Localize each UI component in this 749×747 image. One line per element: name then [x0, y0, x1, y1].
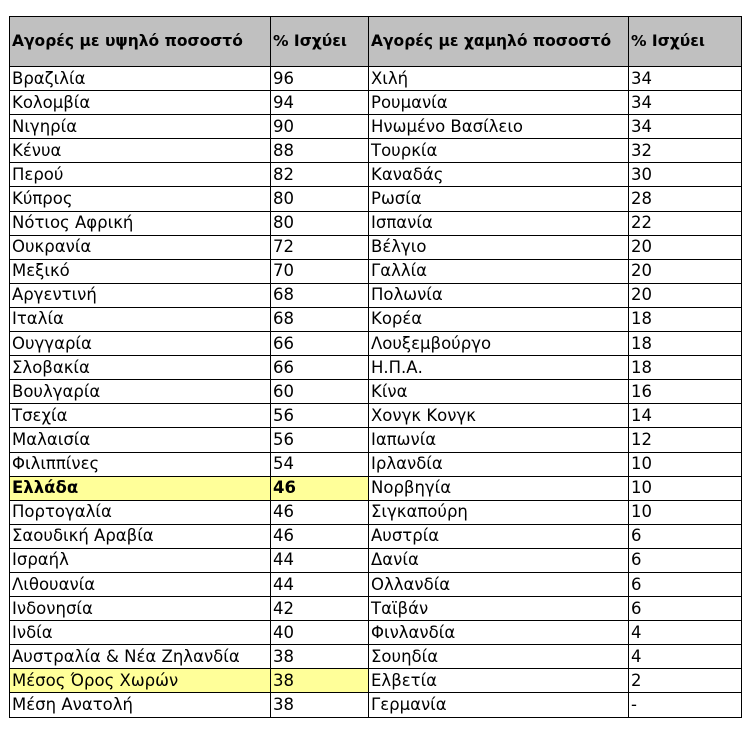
- low-pct-cell: 32: [629, 139, 742, 163]
- high-market-cell: Μέση Ανατολή: [10, 693, 271, 717]
- markets-table-container: [9, 16, 742, 718]
- low-pct-cell: 10: [629, 476, 742, 500]
- high-market-cell: Βουλγαρία: [10, 380, 271, 404]
- high-pct-cell: 38: [271, 645, 369, 669]
- table-row: [10, 597, 742, 621]
- high-pct-cell: 72: [271, 235, 369, 259]
- low-market-cell: Πολωνία: [369, 283, 629, 307]
- table-row: [10, 621, 742, 645]
- low-pct-cell: 20: [629, 259, 742, 283]
- low-market-cell: Ελβετία: [369, 669, 629, 693]
- low-pct-cell: 20: [629, 235, 742, 259]
- low-market-cell: Νορβηγία: [369, 476, 629, 500]
- table-row: [10, 115, 742, 139]
- table-row: [10, 669, 742, 693]
- table-row: [10, 645, 742, 669]
- high-pct-cell: 80: [271, 211, 369, 235]
- high-pct-cell: 38: [271, 669, 369, 693]
- high-market-cell: Νιγηρία: [10, 115, 271, 139]
- high-pct-cell: 46: [271, 524, 369, 548]
- high-pct-cell: 68: [271, 283, 369, 307]
- low-market-cell: Χονγκ Κονγκ: [369, 404, 629, 428]
- high-market-cell: Τσεχία: [10, 404, 271, 428]
- low-market-cell: Δανία: [369, 548, 629, 572]
- table-row: [10, 572, 742, 596]
- table-row: [10, 259, 742, 283]
- low-pct-cell: 34: [629, 67, 742, 91]
- header-low-market: Αγορές με χαμηλό ποσοστό: [369, 17, 629, 67]
- low-pct-cell: 6: [629, 572, 742, 596]
- table-row: [10, 307, 742, 331]
- low-market-cell: Σιγκαπούρη: [369, 500, 629, 524]
- high-market-cell: Μεξικό: [10, 259, 271, 283]
- high-market-cell: Σλοβακία: [10, 356, 271, 380]
- high-market-cell: Ιταλία: [10, 307, 271, 331]
- high-pct-cell: 46: [271, 476, 369, 500]
- high-pct-cell: 40: [271, 621, 369, 645]
- high-market-cell: Βραζιλία: [10, 67, 271, 91]
- low-market-cell: Λουξεμβούργο: [369, 332, 629, 356]
- high-market-cell: Αυστραλία & Νέα Ζηλανδία: [10, 645, 271, 669]
- low-market-cell: Γερμανία: [369, 693, 629, 717]
- low-pct-cell: 18: [629, 332, 742, 356]
- table-row: [10, 548, 742, 572]
- low-pct-cell: 6: [629, 597, 742, 621]
- low-market-cell: Η.Π.Α.: [369, 356, 629, 380]
- low-pct-cell: 10: [629, 452, 742, 476]
- high-market-cell: Ινδονησία: [10, 597, 271, 621]
- high-pct-cell: 38: [271, 693, 369, 717]
- high-pct-cell: 88: [271, 139, 369, 163]
- table-row: [10, 356, 742, 380]
- high-market-cell: Ινδία: [10, 621, 271, 645]
- high-market-cell: Μέσος Όρος Χωρών: [10, 669, 271, 693]
- low-market-cell: Ρωσία: [369, 187, 629, 211]
- low-pct-cell: 28: [629, 187, 742, 211]
- high-market-cell: Μαλαισία: [10, 428, 271, 452]
- low-market-cell: Καναδάς: [369, 163, 629, 187]
- high-pct-cell: 70: [271, 259, 369, 283]
- low-pct-cell: 4: [629, 645, 742, 669]
- low-market-cell: Κορέα: [369, 307, 629, 331]
- low-pct-cell: 30: [629, 163, 742, 187]
- low-market-cell: Ιαπωνία: [369, 428, 629, 452]
- low-market-cell: Ολλανδία: [369, 572, 629, 596]
- low-market-cell: Ταϊβάν: [369, 597, 629, 621]
- table-row: [10, 380, 742, 404]
- table-row: [10, 500, 742, 524]
- high-pct-cell: 60: [271, 380, 369, 404]
- low-pct-cell: 34: [629, 91, 742, 115]
- header-high-pct: % Ισχύει: [271, 17, 369, 67]
- low-market-cell: Ιρλανδία: [369, 452, 629, 476]
- high-pct-cell: 56: [271, 404, 369, 428]
- high-market-cell: Κύπρος: [10, 187, 271, 211]
- high-market-cell: Σαουδική Αραβία: [10, 524, 271, 548]
- table-row: [10, 139, 742, 163]
- high-pct-cell: 96: [271, 67, 369, 91]
- table-row: [10, 163, 742, 187]
- high-market-cell: Νότιος Αφρική: [10, 211, 271, 235]
- table-row: [10, 693, 742, 717]
- low-market-cell: Ρουμανία: [369, 91, 629, 115]
- table-row: [10, 235, 742, 259]
- low-pct-cell: 16: [629, 380, 742, 404]
- high-pct-cell: 66: [271, 332, 369, 356]
- high-pct-cell: 90: [271, 115, 369, 139]
- high-pct-cell: 66: [271, 356, 369, 380]
- table-row: [10, 524, 742, 548]
- low-pct-cell: 6: [629, 548, 742, 572]
- high-pct-cell: 94: [271, 91, 369, 115]
- low-pct-cell: 34: [629, 115, 742, 139]
- high-market-cell: Ισραήλ: [10, 548, 271, 572]
- high-market-cell: Ουγγαρία: [10, 332, 271, 356]
- high-pct-cell: 80: [271, 187, 369, 211]
- table-row: [10, 211, 742, 235]
- table-row: [10, 452, 742, 476]
- low-market-cell: Κίνα: [369, 380, 629, 404]
- low-market-cell: Ηνωμένο Βασίλειο: [369, 115, 629, 139]
- table-row: [10, 404, 742, 428]
- low-pct-cell: 10: [629, 500, 742, 524]
- high-pct-cell: 44: [271, 548, 369, 572]
- high-market-cell: Πορτογαλία: [10, 500, 271, 524]
- table-body: [10, 67, 742, 718]
- low-pct-cell: 14: [629, 404, 742, 428]
- low-pct-cell: -: [629, 693, 742, 717]
- low-pct-cell: 4: [629, 621, 742, 645]
- header-high-market: Αγορές με υψηλό ποσοστό: [10, 17, 271, 67]
- high-pct-cell: 46: [271, 500, 369, 524]
- high-pct-cell: 82: [271, 163, 369, 187]
- low-pct-cell: 6: [629, 524, 742, 548]
- high-market-cell: Φιλιππίνες: [10, 452, 271, 476]
- low-market-cell: Σουηδία: [369, 645, 629, 669]
- low-market-cell: Ισπανία: [369, 211, 629, 235]
- high-market-cell: Κένυα: [10, 139, 271, 163]
- high-pct-cell: 56: [271, 428, 369, 452]
- high-pct-cell: 44: [271, 572, 369, 596]
- high-market-cell: Κολομβία: [10, 91, 271, 115]
- low-market-cell: Χιλή: [369, 67, 629, 91]
- low-market-cell: Αυστρία: [369, 524, 629, 548]
- high-market-cell: Αργεντινή: [10, 283, 271, 307]
- low-market-cell: Γαλλία: [369, 259, 629, 283]
- table-row: [10, 283, 742, 307]
- high-market-cell: Λιθουανία: [10, 572, 271, 596]
- low-pct-cell: 22: [629, 211, 742, 235]
- high-market-cell: Ουκρανία: [10, 235, 271, 259]
- low-market-cell: Τουρκία: [369, 139, 629, 163]
- high-market-cell: Περού: [10, 163, 271, 187]
- low-pct-cell: 18: [629, 356, 742, 380]
- table-row: [10, 91, 742, 115]
- header-low-pct: % Ισχύει: [629, 17, 742, 67]
- high-pct-cell: 68: [271, 307, 369, 331]
- low-market-cell: Βέλγιο: [369, 235, 629, 259]
- table-row: [10, 332, 742, 356]
- low-pct-cell: 20: [629, 283, 742, 307]
- high-market-cell: Ελλάδα: [10, 476, 271, 500]
- high-pct-cell: 54: [271, 452, 369, 476]
- table-row: [10, 476, 742, 500]
- table-row: [10, 67, 742, 91]
- table-row: [10, 428, 742, 452]
- low-pct-cell: 12: [629, 428, 742, 452]
- low-pct-cell: 2: [629, 669, 742, 693]
- low-market-cell: Φινλανδία: [369, 621, 629, 645]
- markets-table: [9, 16, 742, 718]
- low-pct-cell: 18: [629, 307, 742, 331]
- table-row: [10, 187, 742, 211]
- high-pct-cell: 42: [271, 597, 369, 621]
- table-header-row: [10, 17, 742, 67]
